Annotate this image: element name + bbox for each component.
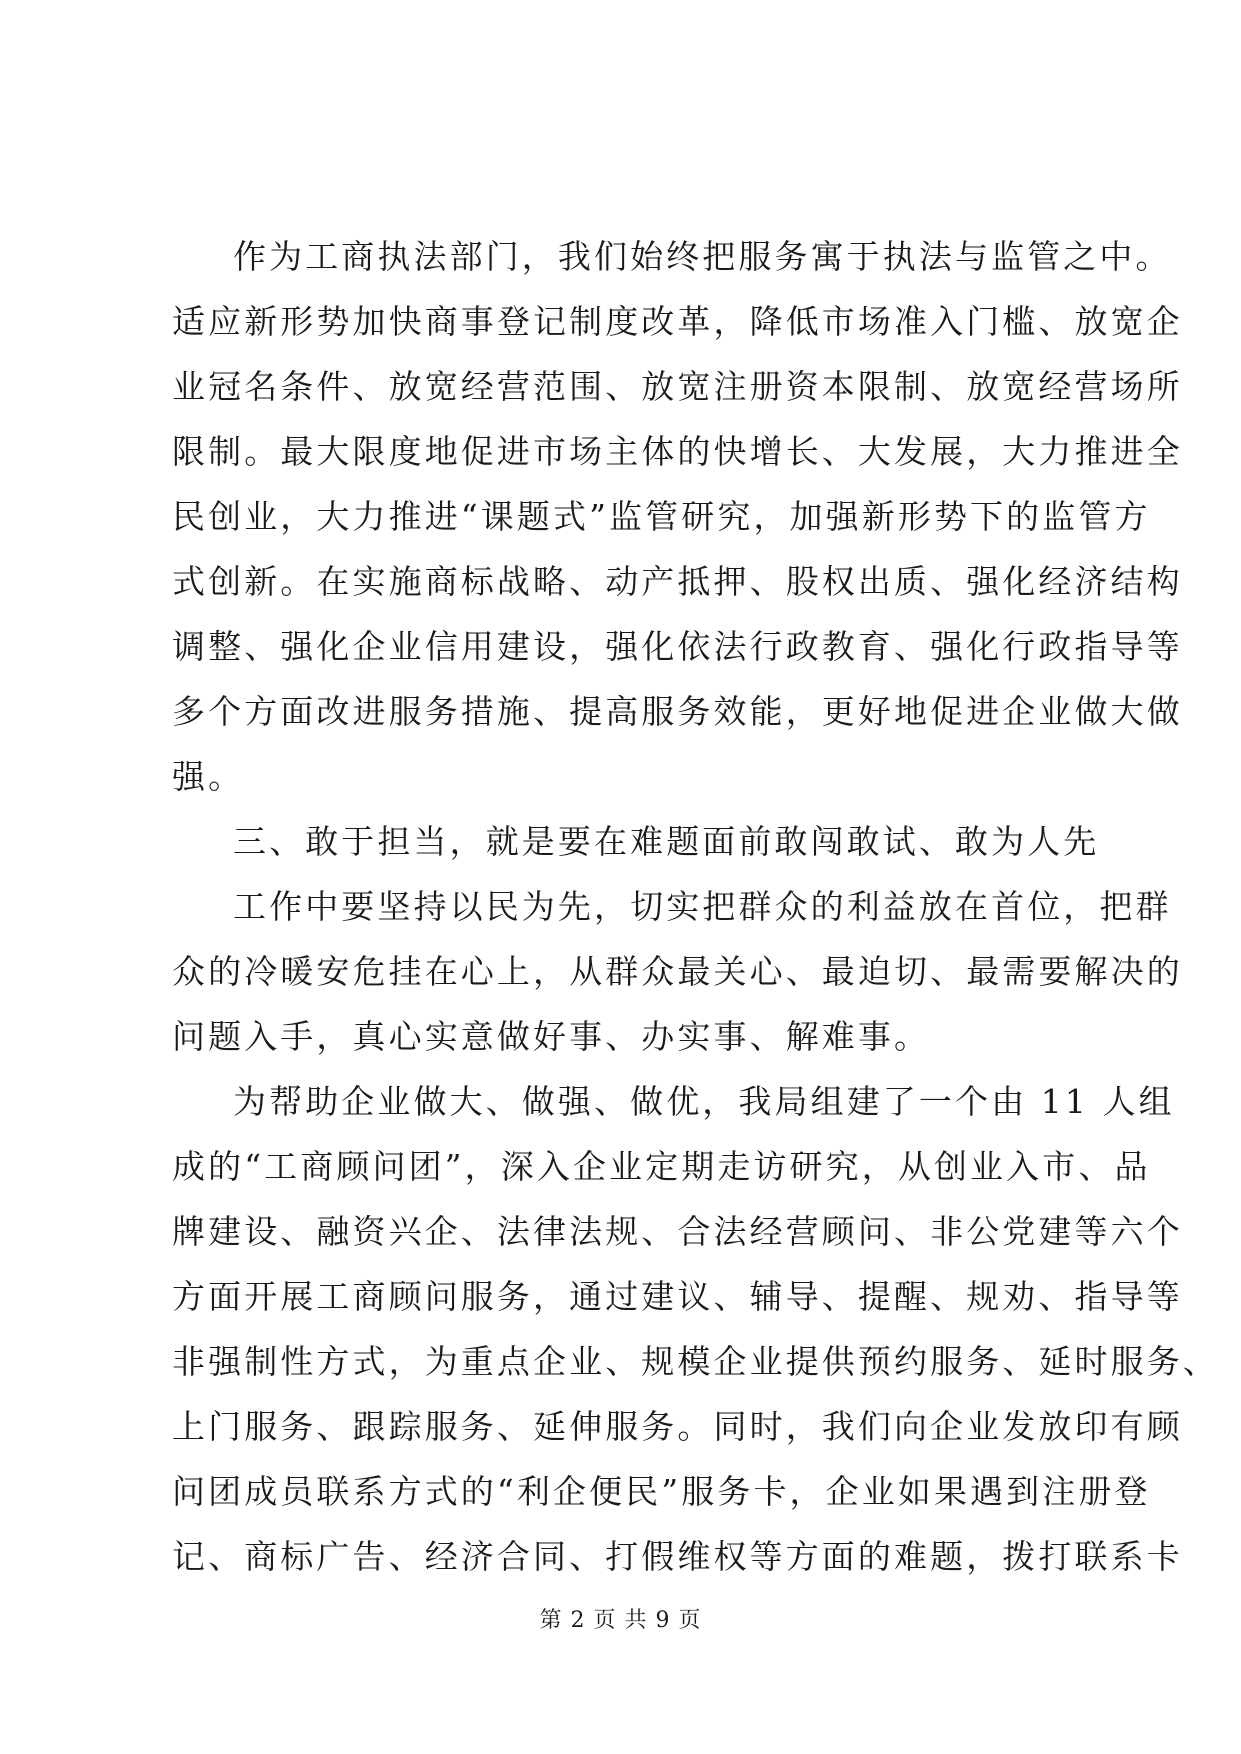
section-heading: 三、敢于担当，就是要在难题面前敢闯敢试、敢为人先 — [233, 822, 1100, 861]
text-line: 非强制性方式，为重点企业、规模企业提供预约服务、延时服务、 — [172, 1342, 1219, 1381]
text-line: 问题入手，真心实意做好事、办实事、解难事。 — [172, 1017, 931, 1056]
text-line: 牌建设、融资兴企、法律法规、合法经营顾问、非公党建等六个 — [172, 1212, 1183, 1251]
text-line: 民创业，大力推进“课题式”监管研究，加强新形势下的监管方 — [172, 497, 1151, 536]
text-line: 限制。最大限度地促进市场主体的快增长、大发展，大力推进全 — [172, 432, 1183, 471]
text-line: 为帮助企业做大、做强、做优，我局组建了一个由 11 人组 — [233, 1082, 1175, 1121]
text-line: 众的冷暖安危挂在心上，从群众最关心、最迫切、最需要解决的 — [172, 952, 1183, 991]
page-number-footer: 第 2 页 共 9 页 — [539, 1608, 702, 1633]
text-line: 成的“工商顾问团”，深入企业定期走访研究，从创业入市、品 — [172, 1147, 1151, 1186]
document-body — [172, 224, 1219, 1589]
text-line: 作为工商执法部门，我们始终把服务寓于执法与监管之中。 — [233, 237, 1172, 276]
text-line: 适应新形势加快商事登记制度改革，降低市场准入门槛、放宽企 — [172, 302, 1183, 341]
text-line: 业冠名条件、放宽经营范围、放宽注册资本限制、放宽经营场所 — [172, 367, 1183, 406]
text-line: 调整、强化企业信用建设，强化依法行政教育、强化行政指导等 — [172, 627, 1183, 666]
text-line: 式创新。在实施商标战略、动产抵押、股权出质、强化经济结构 — [172, 562, 1183, 601]
text-line: 问团成员联系方式的“利企便民”服务卡，企业如果遇到注册登 — [172, 1472, 1151, 1511]
text-line: 多个方面改进服务措施、提高服务效能，更好地促进企业做大做 — [172, 692, 1183, 731]
text-line: 上门服务、跟踪服务、延伸服务。同时，我们向企业发放印有顾 — [172, 1407, 1183, 1446]
text-line: 强。 — [172, 757, 245, 796]
text-line: 工作中要坚持以民为先，切实把群众的利益放在首位，把群 — [233, 887, 1172, 926]
text-line: 记、商标广告、经济合同、打假维权等方面的难题，拨打联系卡 — [172, 1537, 1183, 1576]
text-line: 方面开展工商顾问服务，通过建议、辅导、提醒、规劝、指导等 — [172, 1277, 1183, 1316]
